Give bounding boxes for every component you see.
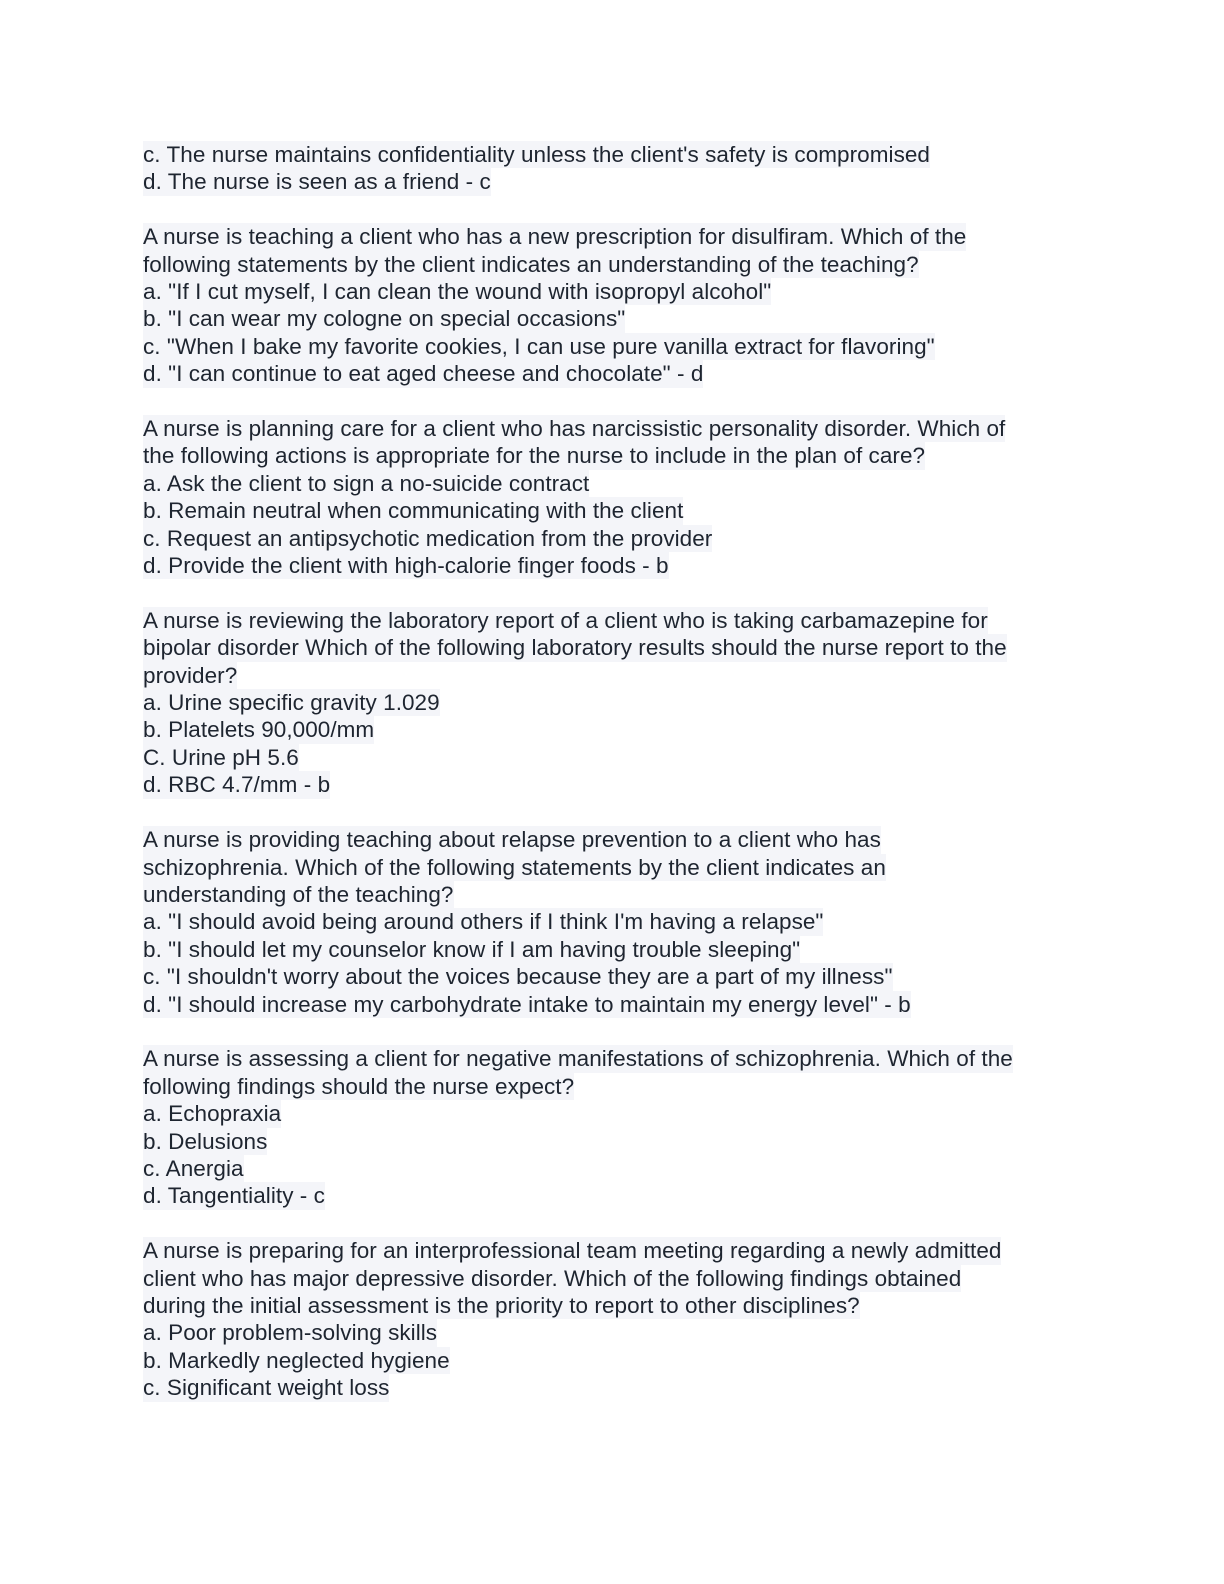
- question-stem-line: understanding of the teaching?: [143, 881, 454, 907]
- answer-option: a. Urine specific gravity 1.029: [143, 690, 440, 716]
- answer-option: a. Ask the client to sign a no-suicide contract: [143, 470, 590, 496]
- answer-option: b. Platelets 90,000/mm: [143, 717, 375, 743]
- answer-option: a. "I should avoid being around others if I think I'm having a relapse": [143, 909, 824, 935]
- question-block: [143, 223, 1083, 387]
- block-spacer: [143, 388, 1083, 415]
- answer-option: b. "I can wear my cologne on special occasions": [143, 306, 626, 332]
- answer-option: b. Delusions: [143, 1128, 268, 1154]
- answer-option: d. The nurse is seen as a friend - c: [143, 169, 491, 195]
- question-block: [143, 415, 1083, 579]
- answer-option: c. The nurse maintains confidentiality unless the client's safety is compromised: [143, 142, 930, 167]
- question-stem-line: the following actions is appropriate for the nurse to include in the plan of care?: [143, 443, 926, 469]
- question-block: [143, 141, 1083, 196]
- answer-option: a. "If I cut myself, I can clean the wound with isopropyl alcohol": [143, 279, 772, 305]
- answer-option: d. Tangentiality - c: [143, 1183, 325, 1209]
- question-block: [143, 607, 1083, 799]
- question-stem-line: provider?: [143, 662, 238, 688]
- question-block: [143, 1045, 1083, 1209]
- answer-option: c. Anergia: [143, 1155, 244, 1181]
- answer-option: a. Poor problem-solving skills: [143, 1320, 438, 1346]
- block-spacer: [143, 1210, 1083, 1237]
- question-stem-line: A nurse is teaching a client who has a new prescription for disulfiram. Which of the: [143, 224, 967, 250]
- question-stem-line: A nurse is reviewing the laboratory report of a client who is taking carbamazepine for: [143, 607, 988, 633]
- answer-option: b. "I should let my counselor know if I am having trouble sleeping": [143, 936, 801, 962]
- answer-option: c. "I shouldn't worry about the voices because they are a part of my illness": [143, 964, 893, 990]
- question-stem-line: bipolar disorder Which of the following laboratory results should the nurse report to the: [143, 635, 1007, 661]
- block-spacer: [143, 579, 1083, 606]
- block-spacer: [143, 799, 1083, 826]
- answer-option: c. Significant weight loss: [143, 1375, 390, 1401]
- answer-option: c. Request an antipsychotic medication from the provider: [143, 525, 713, 551]
- question-block: [143, 826, 1083, 1018]
- block-spacer: [143, 196, 1083, 223]
- question-stem-line: during the initial assessment is the priority to report to other disciplines?: [143, 1292, 860, 1318]
- question-stem-line: A nurse is planning care for a client who has narcissistic personality disorder. Which of: [143, 416, 1006, 442]
- block-spacer: [143, 1018, 1083, 1045]
- question-stem-line: following findings should the nurse expect?: [143, 1073, 575, 1099]
- document-page: [143, 141, 1083, 1402]
- answer-option: d. "I should increase my carbohydrate intake to maintain my energy level" - b: [143, 991, 911, 1017]
- answer-option: C. Urine pH 5.6: [143, 744, 299, 770]
- question-stem-line: client who has major depressive disorder. Which of the following findings obtained: [143, 1265, 962, 1291]
- answer-option: d. RBC 4.7/mm - b: [143, 772, 331, 798]
- answer-option: b. Remain neutral when communicating with the client: [143, 498, 684, 524]
- question-stem-line: A nurse is assessing a client for negative manifestations of schizophrenia. Which of the: [143, 1046, 1013, 1072]
- question-stem-line: A nurse is preparing for an interprofessional team meeting regarding a newly admitted: [143, 1238, 1002, 1264]
- question-stem-line: A nurse is providing teaching about relapse prevention to a client who has: [143, 827, 881, 853]
- question-stem-line: following statements by the client indicates an understanding of the teaching?: [143, 251, 919, 277]
- answer-option: a. Echopraxia: [143, 1101, 282, 1127]
- answer-option: d. Provide the client with high-calorie finger foods - b: [143, 553, 669, 579]
- answer-option: b. Markedly neglected hygiene: [143, 1347, 450, 1373]
- question-stem-line: schizophrenia. Which of the following statements by the client indicates an: [143, 854, 886, 880]
- question-block: [143, 1237, 1083, 1401]
- answer-option: c. "When I bake my favorite cookies, I can use pure vanilla extract for flavoring": [143, 333, 935, 359]
- answer-option: d. "I can continue to eat aged cheese and chocolate" - d: [143, 361, 704, 387]
